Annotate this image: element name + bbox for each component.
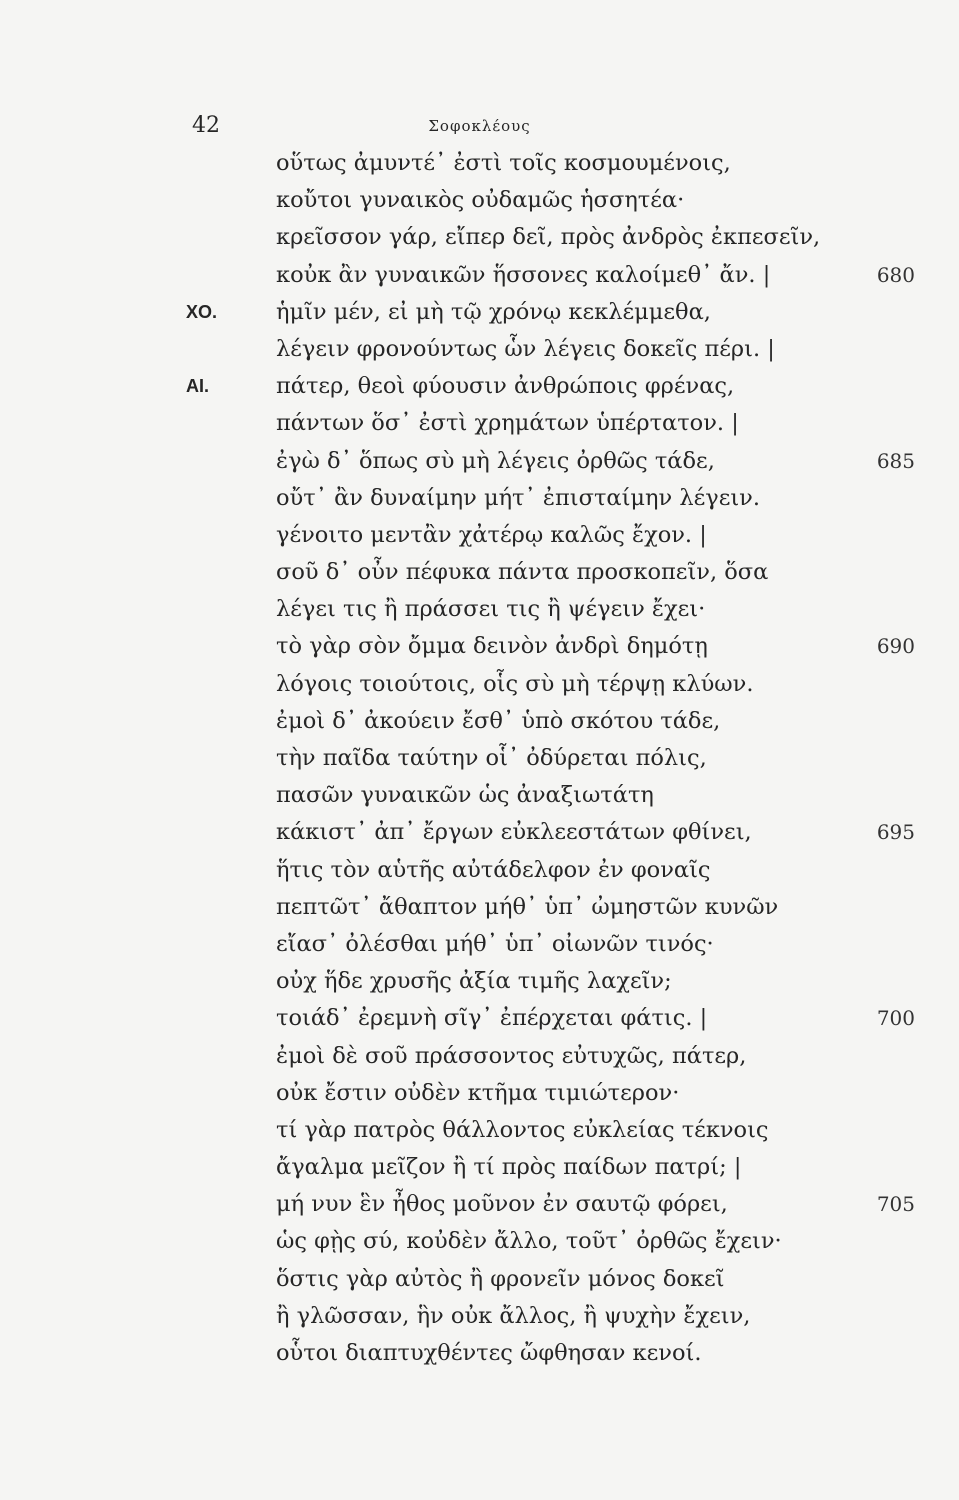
verse-line [0, 1186, 959, 1223]
verse-line-text: λέγειν φρονούντως ὧν λέγεις δοκεῖς πέρι. | [276, 335, 775, 362]
verse-line-text: τὴν παῖδα ταύτην οἷ᾽ ὀδύρεται πόλις, [276, 745, 707, 771]
line-number: 685 [876, 448, 915, 473]
verse-line-text: πεπτῶτ᾽ ἄθαπτον μήθ᾽ ὑπ᾽ ὠμηστῶν κυνῶν [276, 893, 779, 920]
verse-line-text: ἐμοὶ δὲ σοῦ πράσσοντος εὐτυχῶς, πάτερ, [276, 1042, 747, 1069]
speaker-label: ΧΟ. [186, 301, 218, 322]
verse-line [0, 1075, 959, 1112]
verse-line-text: οὐχ ἥδε χρυσῆς ἀξία τιμῆς λαχεῖν; [276, 968, 672, 995]
verse-line-text: οὕτως ἀμυντέ᾽ ἐστὶ τοῖς κοσμουμένοις, [276, 150, 731, 176]
line-number: 700 [876, 1006, 915, 1031]
verse-line [0, 1112, 959, 1149]
verse-line-text: ἢ γλῶσσαν, ἣν οὐκ ἄλλος, ἢ ψυχὴν ἔχειν, [276, 1302, 751, 1329]
verse-line [0, 777, 959, 814]
line-number: 705 [876, 1192, 915, 1217]
verse-line [0, 219, 959, 256]
verse-line [0, 331, 959, 368]
verse-line-text: πάντων ὅσ᾽ ἐστὶ χρημάτων ὑπέρτατον. | [276, 410, 739, 437]
verse-line-text: οὔτ᾽ ἂν δυναίμην μήτ᾽ ἐπισταίμην λέγειν. [276, 484, 761, 511]
speaker-label: ΑΙ. [186, 376, 210, 397]
verse-text-block [0, 145, 959, 1372]
verse-line-text: εἴασ᾽ ὀλέσθαι μήθ᾽ ὑπ᾽ οἰωνῶν τινός· [276, 930, 714, 957]
verse-line [0, 517, 959, 554]
verse-line-text: τοιάδ᾽ ἐρεμνὴ σῖγ᾽ ἐπέρχεται φάτις. | [276, 1005, 708, 1032]
verse-line [0, 1335, 959, 1372]
verse-line-text: ἥτις τὸν αὑτῆς αὐτάδελφον ἐν φοναῖς [276, 856, 711, 883]
verse-line [0, 182, 959, 219]
verse-line [0, 926, 959, 963]
verse-line [0, 666, 959, 703]
verse-line-text: κοὔτοι γυναικὸς οὐδαμῶς ἡσσητέα· [276, 187, 685, 214]
verse-line [0, 740, 959, 777]
verse-line-text: οὗτοι διαπτυχθέντες ὤφθησαν κενοί. [276, 1340, 702, 1366]
verse-line [0, 405, 959, 442]
verse-line-text: ἡμῖν μέν, εἰ μὴ τῷ χρόνῳ κεκλέμμεθα, [276, 298, 711, 325]
verse-line-text: λόγοις τοιούτοις, οἷς σὺ μὴ τέρψῃ κλύων. [276, 670, 754, 697]
verse-line-text: ἐγὼ δ᾽ ὅπως σὺ μὴ λέγεις ὀρθῶς τάδε, [276, 447, 715, 474]
verse-line [0, 703, 959, 740]
verse-line-text: γένοιτο μεντἂν χἀτέρῳ καλῶς ἔχον. | [276, 521, 707, 548]
verse-line-text: πάτερ, θεοὶ φύουσιν ἀνθρώποις φρένας, [276, 373, 735, 400]
verse-line [0, 554, 959, 591]
verse-line-text: σοῦ δ᾽ οὖν πέφυκα πάντα προσκοπεῖν, ὅσα [276, 559, 769, 586]
verse-line-text: μή νυν ἓν ἦθος μοῦνον ἐν σαυτῷ φόρει, [276, 1191, 728, 1218]
verse-line [0, 1261, 959, 1298]
verse-line [0, 368, 959, 405]
verse-line-text: τὸ γὰρ σὸν ὄμμα δεινὸν ἀνδρὶ δημότῃ [276, 633, 708, 660]
verse-line-text: κοὐκ ἂν γυναικῶν ἥσσονες καλοίμεθ᾽ ἄν. | [276, 261, 771, 288]
verse-line [0, 814, 959, 851]
page-number: 42 [192, 113, 220, 138]
verse-line [0, 1000, 959, 1037]
verse-line [0, 257, 959, 294]
verse-line-text: ἐμοὶ δ᾽ ἀκούειν ἔσθ᾽ ὑπὸ σκότου τάδε, [276, 707, 721, 734]
verse-line [0, 852, 959, 889]
verse-line-text: λέγει τις ἢ πράσσει τις ἢ ψέγειν ἔχει· [276, 596, 706, 623]
running-title: Σοφοκλέους [428, 117, 531, 135]
verse-line [0, 145, 959, 182]
verse-line-text: ἄγαλμα μεῖζον ἢ τί πρὸς παίδων πατρί; | [276, 1154, 742, 1181]
verse-line-text: τί γὰρ πατρὸς θάλλοντος εὐκλείας τέκνοις [276, 1116, 769, 1143]
verse-line [0, 1149, 959, 1186]
verse-line [0, 889, 959, 926]
verse-line [0, 294, 959, 331]
verse-line-text: ὡς φῂς σύ, κοὐδὲν ἄλλο, τοῦτ᾽ ὀρθῶς ἔχειν· [276, 1228, 782, 1255]
verse-line [0, 1038, 959, 1075]
line-number: 680 [876, 262, 915, 287]
verse-line [0, 591, 959, 628]
verse-line [0, 1223, 959, 1260]
verse-line [0, 480, 959, 517]
verse-line-text: πασῶν γυναικῶν ὡς ἀναξιωτάτη [276, 782, 654, 809]
verse-line [0, 963, 959, 1000]
verse-line-text: οὐκ ἔστιν οὐδὲν κτῆμα τιμιώτερον· [276, 1079, 680, 1106]
line-number: 695 [876, 820, 915, 845]
verse-line [0, 628, 959, 665]
verse-line [0, 443, 959, 480]
verse-line [0, 1298, 959, 1335]
verse-line-text: κρεῖσσον γάρ, εἴπερ δεῖ, πρὸς ἀνδρὸς ἐκπεσεῖν, [276, 224, 821, 251]
verse-line-text: κάκιστ᾽ ἀπ᾽ ἔργων εὐκλεεστάτων φθίνει, [276, 819, 752, 846]
line-number: 690 [876, 634, 915, 659]
verse-line-text: ὅστις γὰρ αὐτὸς ἢ φρονεῖν μόνος δοκεῖ [276, 1265, 725, 1292]
